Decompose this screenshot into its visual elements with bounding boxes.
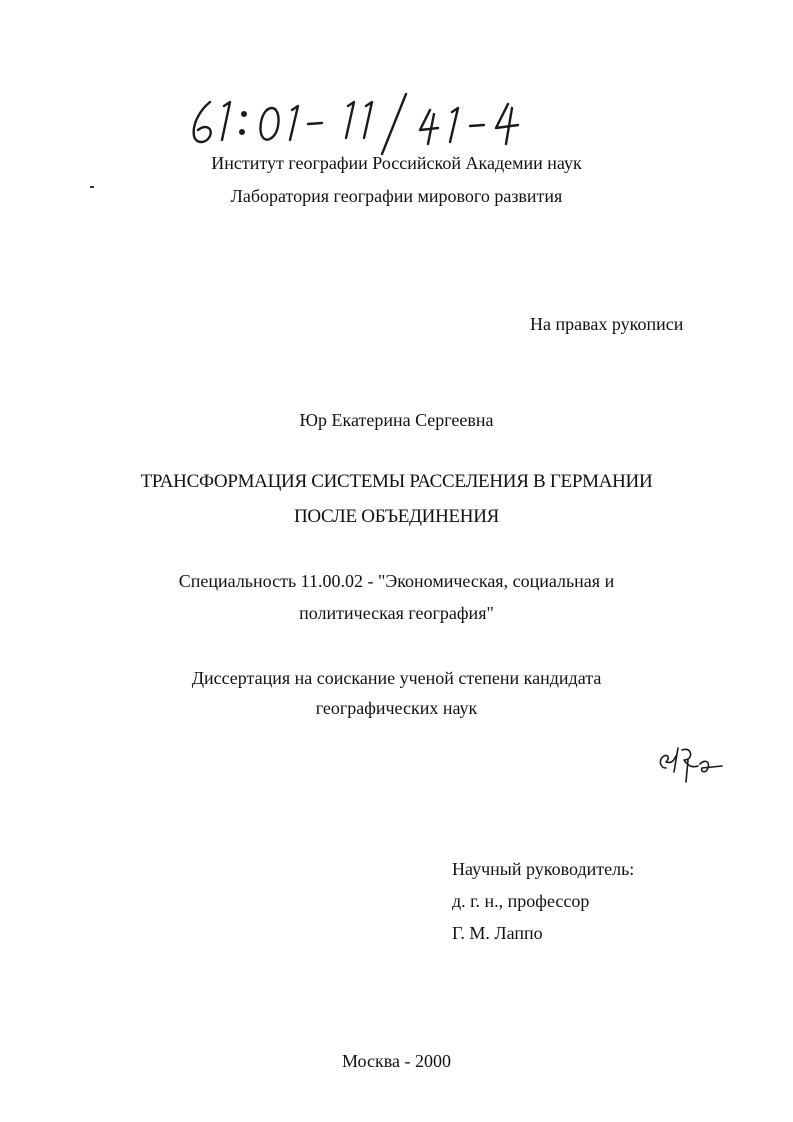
laboratory-name: Лаборатория географии мирового развития bbox=[230, 186, 563, 206]
dissertation-title-line-1: ТРАНСФОРМАЦИЯ СИСТЕМЫ РАССЕЛЕНИЯ В ГЕРМАНИИ bbox=[140, 471, 653, 492]
city-year: Москва - 2000 bbox=[342, 1051, 451, 1071]
supervisor-name: Г. М. Лаппо bbox=[452, 923, 543, 943]
dissertation-degree-line-1: Диссертация на соискание ученой степени кандидата bbox=[191, 668, 602, 688]
supervisor-label: Научный руководитель: bbox=[452, 859, 635, 879]
supervisor-degree: д. г. н., профессор bbox=[452, 891, 590, 911]
scan-speck bbox=[90, 186, 94, 188]
handwritten-signature bbox=[652, 738, 732, 788]
dissertation-degree-line-2: географических наук bbox=[315, 698, 478, 718]
specialty-line-1: Специальность 11.00.02 - "Экономическая, социальная и bbox=[178, 571, 615, 591]
handwritten-archive-code bbox=[180, 88, 540, 158]
manuscript-note: На правах рукописи bbox=[530, 314, 684, 334]
dissertation-title-line-2: ПОСЛЕ ОБЪЕДИНЕНИЯ bbox=[293, 506, 500, 527]
specialty-line-2: политическая география" bbox=[299, 603, 494, 623]
institute-name: Институт географии Российской Академии наук bbox=[211, 153, 582, 173]
author-name: Юр Екатерина Сергеевна bbox=[299, 410, 494, 430]
